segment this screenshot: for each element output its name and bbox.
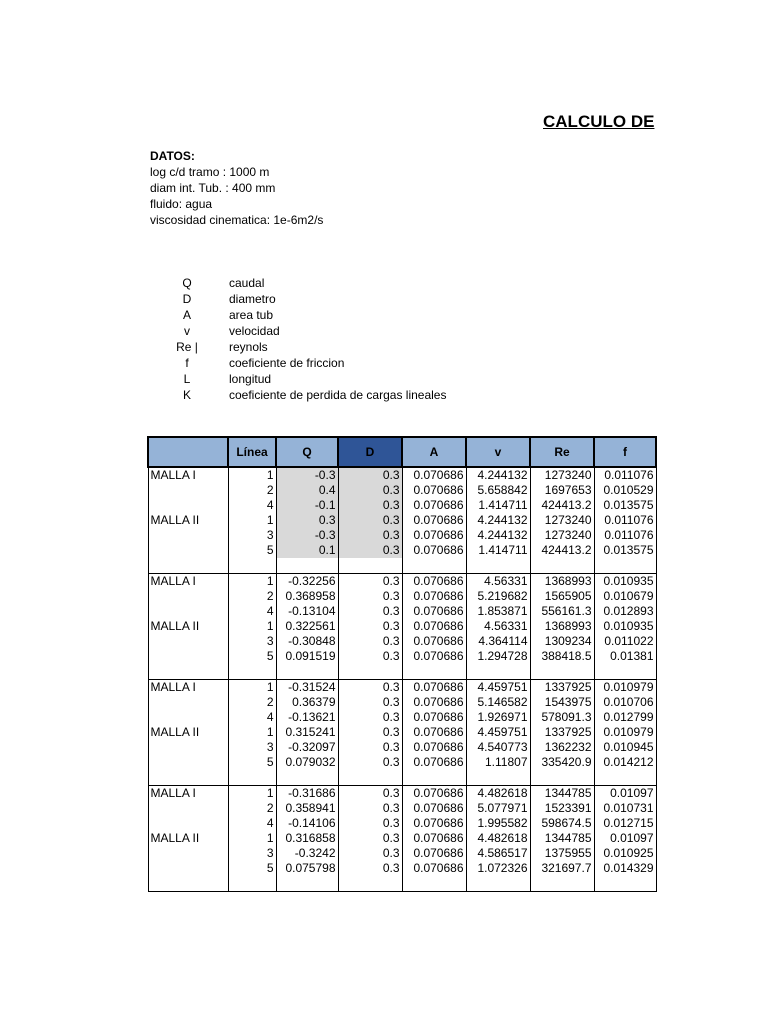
- empty-cell: [530, 876, 594, 892]
- spacer-row: [148, 876, 656, 892]
- v-cell: 4.56331: [466, 619, 530, 634]
- empty-cell: [276, 664, 338, 680]
- row-label: [148, 755, 228, 770]
- d-cell: 0.3: [338, 634, 402, 649]
- table-row: [148, 574, 656, 590]
- empty-cell: [594, 558, 656, 574]
- a-cell: 0.070686: [402, 846, 466, 861]
- table-row: [148, 861, 656, 876]
- table-row: [148, 649, 656, 664]
- d-cell: 0.3: [338, 589, 402, 604]
- legend-symbol: Re |: [176, 340, 198, 354]
- header-cell-re: Re: [530, 437, 594, 467]
- f-cell: 0.012799: [594, 710, 656, 725]
- q-cell: 0.079032: [276, 755, 338, 770]
- v-cell: 1.995582: [466, 816, 530, 831]
- f-cell: 0.010935: [594, 574, 656, 590]
- v-cell: 5.219682: [466, 589, 530, 604]
- f-cell: 0.010925: [594, 846, 656, 861]
- v-cell: 5.077971: [466, 801, 530, 816]
- re-cell: 1368993: [530, 574, 594, 590]
- d-cell: 0.3: [338, 755, 402, 770]
- q-cell: -0.31686: [276, 786, 338, 802]
- row-label: MALLA I: [148, 680, 228, 696]
- linea-cell: 5: [228, 755, 276, 770]
- table-row: [148, 513, 656, 528]
- d-cell: 0.3: [338, 786, 402, 802]
- row-label: MALLA II: [148, 513, 228, 528]
- f-cell: 0.011022: [594, 634, 656, 649]
- f-cell: 0.014212: [594, 755, 656, 770]
- empty-cell: [338, 558, 402, 574]
- empty-cell: [148, 664, 228, 680]
- d-cell: 0.3: [338, 846, 402, 861]
- legend-symbol: K: [182, 388, 191, 402]
- legend-symbol: f: [185, 356, 189, 370]
- header-cell-q: Q: [276, 437, 338, 467]
- q-cell: -0.1: [276, 498, 338, 513]
- v-cell: 1.414711: [466, 543, 530, 558]
- empty-cell: [466, 664, 530, 680]
- re-cell: 1362232: [530, 740, 594, 755]
- legend-description: coeficiente de friccion: [229, 356, 345, 370]
- empty-cell: [338, 876, 402, 892]
- re-cell: 1337925: [530, 680, 594, 696]
- linea-cell: 2: [228, 801, 276, 816]
- v-cell: 4.56331: [466, 574, 530, 590]
- row-label: MALLA II: [148, 619, 228, 634]
- empty-cell: [148, 558, 228, 574]
- v-cell: 4.244132: [466, 467, 530, 483]
- table-row: [148, 467, 656, 483]
- q-cell: 0.4: [276, 483, 338, 498]
- d-cell: 0.3: [338, 816, 402, 831]
- a-cell: 0.070686: [402, 513, 466, 528]
- spacer-row: [148, 558, 656, 574]
- v-cell: 1.414711: [466, 498, 530, 513]
- datos-section: [150, 148, 323, 228]
- re-cell: 388418.5: [530, 649, 594, 664]
- empty-cell: [466, 876, 530, 892]
- f-cell: 0.011076: [594, 467, 656, 483]
- linea-cell: 4: [228, 710, 276, 725]
- q-cell: -0.13621: [276, 710, 338, 725]
- a-cell: 0.070686: [402, 695, 466, 710]
- empty-cell: [228, 876, 276, 892]
- legend-symbol: A: [182, 308, 191, 322]
- table-row: [148, 725, 656, 740]
- empty-cell: [594, 664, 656, 680]
- d-cell: 0.3: [338, 680, 402, 696]
- linea-cell: 4: [228, 604, 276, 619]
- re-cell: 335420.9: [530, 755, 594, 770]
- d-cell: 0.3: [338, 710, 402, 725]
- spacer-row: [148, 770, 656, 786]
- table-row: [148, 801, 656, 816]
- d-cell: 0.3: [338, 528, 402, 543]
- f-cell: 0.011076: [594, 528, 656, 543]
- re-cell: 1273240: [530, 513, 594, 528]
- linea-cell: 1: [228, 574, 276, 590]
- row-label: [148, 816, 228, 831]
- f-cell: 0.010731: [594, 801, 656, 816]
- empty-cell: [530, 664, 594, 680]
- f-cell: 0.01381: [594, 649, 656, 664]
- f-cell: 0.011076: [594, 513, 656, 528]
- a-cell: 0.070686: [402, 680, 466, 696]
- a-cell: 0.070686: [402, 816, 466, 831]
- linea-cell: 5: [228, 861, 276, 876]
- re-cell: 1375955: [530, 846, 594, 861]
- d-cell: 0.3: [338, 467, 402, 483]
- table-row: [148, 589, 656, 604]
- v-cell: 5.658842: [466, 483, 530, 498]
- a-cell: 0.070686: [402, 755, 466, 770]
- f-cell: 0.010679: [594, 589, 656, 604]
- table-row: [148, 498, 656, 513]
- table-row: [148, 740, 656, 755]
- table-row: [148, 604, 656, 619]
- q-cell: -0.3242: [276, 846, 338, 861]
- f-cell: 0.010706: [594, 695, 656, 710]
- q-cell: 0.3: [276, 513, 338, 528]
- q-cell: -0.3: [276, 467, 338, 483]
- q-cell: 0.316858: [276, 831, 338, 846]
- row-label: [148, 740, 228, 755]
- v-cell: 4.244132: [466, 528, 530, 543]
- a-cell: 0.070686: [402, 528, 466, 543]
- table-row: [148, 695, 656, 710]
- results-table: [147, 436, 657, 892]
- spacer-row: [148, 664, 656, 680]
- linea-cell: 4: [228, 498, 276, 513]
- empty-cell: [466, 770, 530, 786]
- empty-cell: [276, 770, 338, 786]
- re-cell: 598674.5: [530, 816, 594, 831]
- q-cell: 0.322561: [276, 619, 338, 634]
- re-cell: 578091.3: [530, 710, 594, 725]
- re-cell: 1368993: [530, 619, 594, 634]
- d-cell: 0.3: [338, 574, 402, 590]
- a-cell: 0.070686: [402, 619, 466, 634]
- linea-cell: 1: [228, 786, 276, 802]
- legend-description: reynols: [229, 340, 268, 354]
- d-cell: 0.3: [338, 861, 402, 876]
- f-cell: 0.01097: [594, 786, 656, 802]
- header-cell-d-selected[interactable]: D: [338, 437, 402, 467]
- q-cell: 0.091519: [276, 649, 338, 664]
- empty-cell: [402, 664, 466, 680]
- f-cell: 0.012715: [594, 816, 656, 831]
- d-cell: 0.3: [338, 831, 402, 846]
- q-cell: -0.13104: [276, 604, 338, 619]
- q-cell: -0.30848: [276, 634, 338, 649]
- a-cell: 0.070686: [402, 725, 466, 740]
- datos-line: diam int. Tub. : 400 mm: [150, 181, 276, 195]
- f-cell: 0.010529: [594, 483, 656, 498]
- row-label: MALLA I: [148, 467, 228, 483]
- a-cell: 0.070686: [402, 498, 466, 513]
- row-label: [148, 543, 228, 558]
- table-row: [148, 816, 656, 831]
- a-cell: 0.070686: [402, 801, 466, 816]
- d-cell: 0.3: [338, 725, 402, 740]
- empty-cell: [276, 876, 338, 892]
- table-row: [148, 634, 656, 649]
- f-cell: 0.010945: [594, 740, 656, 755]
- d-cell: 0.3: [338, 604, 402, 619]
- legend-description: diametro: [229, 292, 276, 306]
- a-cell: 0.070686: [402, 589, 466, 604]
- empty-cell: [228, 558, 276, 574]
- a-cell: 0.070686: [402, 861, 466, 876]
- empty-cell: [338, 664, 402, 680]
- row-label: [148, 634, 228, 649]
- v-cell: 1.294728: [466, 649, 530, 664]
- table-row: [148, 710, 656, 725]
- v-cell: 4.540773: [466, 740, 530, 755]
- a-cell: 0.070686: [402, 574, 466, 590]
- empty-cell: [338, 770, 402, 786]
- row-label: [148, 801, 228, 816]
- empty-cell: [276, 558, 338, 574]
- f-cell: 0.010979: [594, 725, 656, 740]
- f-cell: 0.013575: [594, 498, 656, 513]
- row-label: MALLA I: [148, 574, 228, 590]
- row-label: [148, 604, 228, 619]
- legend-description: area tub: [229, 308, 274, 322]
- linea-cell: 3: [228, 740, 276, 755]
- row-label: [148, 695, 228, 710]
- d-cell: 0.3: [338, 649, 402, 664]
- v-cell: 1.11807: [466, 755, 530, 770]
- q-cell: 0.075798: [276, 861, 338, 876]
- header-cell-label: [148, 437, 228, 467]
- f-cell: 0.010979: [594, 680, 656, 696]
- linea-cell: 4: [228, 816, 276, 831]
- empty-cell: [402, 876, 466, 892]
- header-cell-f: f: [594, 437, 656, 467]
- v-cell: 4.459751: [466, 680, 530, 696]
- row-label: [148, 649, 228, 664]
- empty-cell: [594, 876, 656, 892]
- table-row: [148, 786, 656, 802]
- a-cell: 0.070686: [402, 467, 466, 483]
- empty-cell: [466, 558, 530, 574]
- empty-cell: [228, 664, 276, 680]
- header-cell-a: A: [402, 437, 466, 467]
- empty-cell: [530, 558, 594, 574]
- v-cell: 1.926971: [466, 710, 530, 725]
- legend-symbol: v: [184, 324, 190, 338]
- table-row: [148, 755, 656, 770]
- f-cell: 0.010935: [594, 619, 656, 634]
- empty-cell: [148, 876, 228, 892]
- f-cell: 0.012893: [594, 604, 656, 619]
- row-label: MALLA II: [148, 831, 228, 846]
- re-cell: 1273240: [530, 467, 594, 483]
- table-row: [148, 528, 656, 543]
- linea-cell: 2: [228, 589, 276, 604]
- v-cell: 4.459751: [466, 725, 530, 740]
- v-cell: 1.853871: [466, 604, 530, 619]
- v-cell: 4.244132: [466, 513, 530, 528]
- datos-line: viscosidad cinematica: 1e-6m2/s: [150, 213, 324, 227]
- a-cell: 0.070686: [402, 604, 466, 619]
- linea-cell: 2: [228, 483, 276, 498]
- table-row: [148, 846, 656, 861]
- table-row: [148, 831, 656, 846]
- re-cell: 1337925: [530, 725, 594, 740]
- linea-cell: 2: [228, 695, 276, 710]
- row-label: [148, 861, 228, 876]
- linea-cell: 1: [228, 619, 276, 634]
- linea-cell: 1: [228, 680, 276, 696]
- header-cell-linea: Línea: [228, 437, 276, 467]
- d-cell: 0.3: [338, 801, 402, 816]
- q-cell: -0.32097: [276, 740, 338, 755]
- d-cell: 0.3: [338, 695, 402, 710]
- header-row: [148, 437, 656, 467]
- legend-symbol: Q: [182, 276, 192, 290]
- row-label: [148, 846, 228, 861]
- empty-cell: [530, 770, 594, 786]
- linea-cell: 1: [228, 467, 276, 483]
- datos-line: log c/d tramo : 1000 m: [150, 165, 270, 179]
- a-cell: 0.070686: [402, 634, 466, 649]
- re-cell: 1309234: [530, 634, 594, 649]
- d-cell: 0.3: [338, 740, 402, 755]
- empty-cell: [594, 770, 656, 786]
- datos-line: fluido: agua: [150, 197, 213, 211]
- q-cell: 0.358941: [276, 801, 338, 816]
- empty-cell: [228, 770, 276, 786]
- linea-cell: 5: [228, 543, 276, 558]
- a-cell: 0.070686: [402, 831, 466, 846]
- datos-heading: DATOS:: [150, 149, 195, 163]
- legend-symbol: L: [183, 372, 191, 386]
- v-cell: 4.482618: [466, 831, 530, 846]
- header-cell-v: v: [466, 437, 530, 467]
- re-cell: 1697653: [530, 483, 594, 498]
- page-title: CALCULO DE: [543, 112, 655, 131]
- row-label: [148, 498, 228, 513]
- linea-cell: 3: [228, 634, 276, 649]
- re-cell: 556161.3: [530, 604, 594, 619]
- d-cell: 0.3: [338, 513, 402, 528]
- a-cell: 0.070686: [402, 740, 466, 755]
- linea-cell: 1: [228, 831, 276, 846]
- a-cell: 0.070686: [402, 649, 466, 664]
- re-cell: 1543975: [530, 695, 594, 710]
- linea-cell: 1: [228, 725, 276, 740]
- a-cell: 0.070686: [402, 483, 466, 498]
- legend-description: coeficiente de perdida de cargas lineales: [229, 388, 447, 402]
- v-cell: 4.482618: [466, 786, 530, 802]
- q-cell: 0.36379: [276, 695, 338, 710]
- linea-cell: 3: [228, 846, 276, 861]
- q-cell: -0.14106: [276, 816, 338, 831]
- f-cell: 0.014329: [594, 861, 656, 876]
- re-cell: 321697.7: [530, 861, 594, 876]
- row-label: MALLA I: [148, 786, 228, 802]
- re-cell: 1344785: [530, 831, 594, 846]
- table-row: [148, 483, 656, 498]
- legend-description: caudal: [229, 276, 265, 290]
- d-cell: 0.3: [338, 543, 402, 558]
- a-cell: 0.070686: [402, 786, 466, 802]
- linea-cell: 5: [228, 649, 276, 664]
- q-cell: 0.1: [276, 543, 338, 558]
- v-cell: 4.364114: [466, 634, 530, 649]
- table-row: [148, 543, 656, 558]
- table-body: [148, 437, 656, 892]
- re-cell: 424413.2: [530, 498, 594, 513]
- table-row: [148, 680, 656, 696]
- row-label: MALLA II: [148, 725, 228, 740]
- q-cell: -0.31524: [276, 680, 338, 696]
- legend-description: longitud: [229, 372, 272, 386]
- v-cell: 1.072326: [466, 861, 530, 876]
- re-cell: 1344785: [530, 786, 594, 802]
- f-cell: 0.013575: [594, 543, 656, 558]
- a-cell: 0.070686: [402, 710, 466, 725]
- v-cell: 4.586517: [466, 846, 530, 861]
- empty-cell: [402, 558, 466, 574]
- re-cell: 1273240: [530, 528, 594, 543]
- f-cell: 0.01097: [594, 831, 656, 846]
- row-label: [148, 528, 228, 543]
- q-cell: 0.368958: [276, 589, 338, 604]
- empty-cell: [148, 770, 228, 786]
- re-cell: 1565905: [530, 589, 594, 604]
- a-cell: 0.070686: [402, 543, 466, 558]
- row-label: [148, 483, 228, 498]
- row-label: [148, 589, 228, 604]
- d-cell: 0.3: [338, 498, 402, 513]
- v-cell: 5.146582: [466, 695, 530, 710]
- re-cell: 1523391: [530, 801, 594, 816]
- linea-cell: 1: [228, 513, 276, 528]
- q-cell: 0.315241: [276, 725, 338, 740]
- q-cell: -0.32256: [276, 574, 338, 590]
- d-cell: 0.3: [338, 483, 402, 498]
- table-row: [148, 619, 656, 634]
- empty-cell: [402, 770, 466, 786]
- d-cell: 0.3: [338, 619, 402, 634]
- legend-description: velocidad: [229, 324, 280, 338]
- legend-symbol: D: [182, 292, 192, 306]
- row-label: [148, 710, 228, 725]
- re-cell: 424413.2: [530, 543, 594, 558]
- linea-cell: 3: [228, 528, 276, 543]
- q-cell: -0.3: [276, 528, 338, 543]
